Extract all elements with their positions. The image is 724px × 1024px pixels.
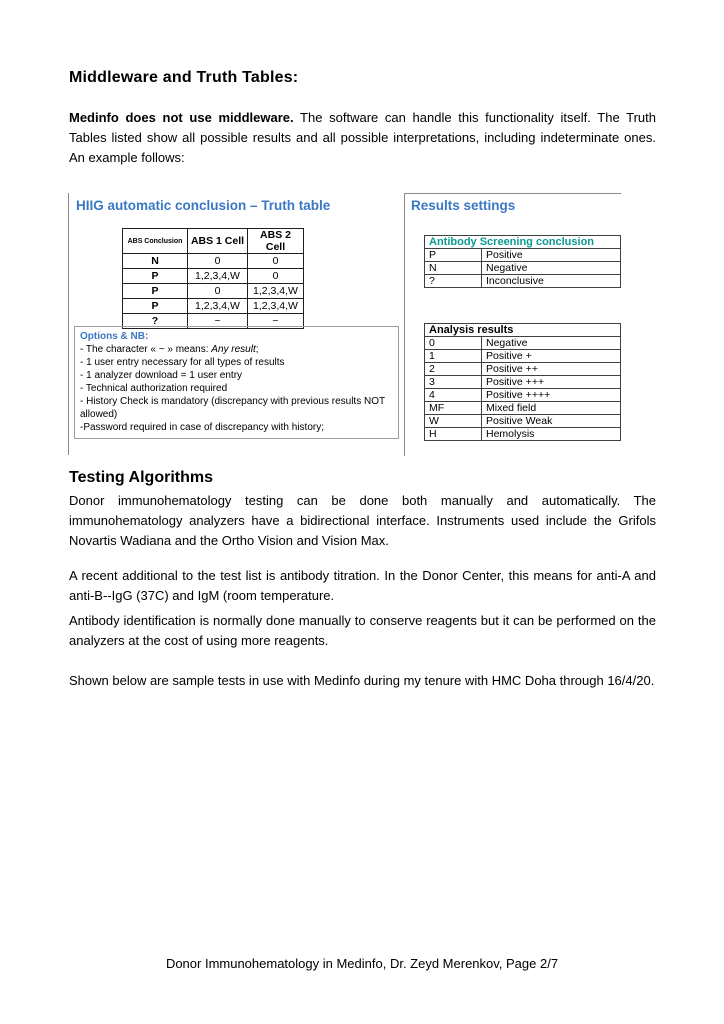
cell: MF (425, 402, 482, 415)
table-row (425, 275, 621, 288)
analysis-results-table (424, 323, 621, 441)
cell: H (425, 428, 482, 441)
paragraph: Antibody identification is normally done manually to conserve reagents but it can be performed on the analyzers at the cost of using more reagents. (69, 613, 656, 648)
table-row (123, 284, 304, 299)
table-row (425, 350, 621, 363)
cell: Mixed field (482, 402, 621, 415)
paragraph: A recent additional to the test list is antibody titration. In the Donor Center, this means for anti-A and anti-B--IgG (37C) and IgM (room temperature. (69, 568, 656, 603)
cell: 0 (248, 254, 304, 269)
table-header-row (425, 236, 621, 249)
cell: ~ (188, 314, 248, 329)
cell: 1,2,3,4,W (188, 299, 248, 314)
cell: P (123, 284, 188, 299)
cell: N (425, 262, 482, 275)
cell: 4 (425, 389, 482, 402)
page-footer: Donor Immunohematology in Medinfo, Dr. Zeyd Merenkov, Page 2/7 (165, 956, 559, 971)
options-line: - The character « ~ » means: Any result; (80, 344, 259, 355)
cell: 0 (188, 254, 248, 269)
paragraph: Shown below are sample tests in use with Medinfo during my tenure with HMC Doha through 16/4/20. (69, 673, 655, 688)
cell: 0 (248, 269, 304, 284)
cell: Positive ++++ (482, 389, 621, 402)
table-row (425, 363, 621, 376)
cell: ? (425, 275, 482, 288)
cell: Negative (482, 262, 621, 275)
options-title: Options & NB: (80, 331, 149, 342)
header-cell: Antibody Screening conclusion (425, 236, 621, 249)
table-row (425, 337, 621, 350)
cell: Positive ++ (482, 363, 621, 376)
cell: 1,2,3,4,W (248, 284, 304, 299)
options-line: - History Check is mandatory (discrepancy with previous results NOT allowed) (80, 396, 385, 420)
cell: P (123, 299, 188, 314)
table-row (425, 249, 621, 262)
cell: Positive (482, 249, 621, 262)
truth-panel-title: HIIG automatic conclusion – Truth table (76, 198, 331, 213)
table-row (123, 299, 304, 314)
table-row (425, 415, 621, 428)
cell: 1,2,3,4,W (248, 299, 304, 314)
table-row (123, 254, 304, 269)
cell: Negative (482, 337, 621, 350)
table-row (425, 428, 621, 441)
header-cell: ABS Conclusion (123, 229, 188, 254)
cell: 3 (425, 376, 482, 389)
cell: Positive Weak (482, 415, 621, 428)
header-cell: Analysis results (425, 324, 621, 337)
results-panel-title: Results settings (411, 198, 516, 213)
cell: Positive + (482, 350, 621, 363)
cell: P (425, 249, 482, 262)
page-title: Middleware and Truth Tables: (69, 69, 299, 86)
options-line: - Technical authorization required (80, 383, 228, 394)
cell: 1 (425, 350, 482, 363)
section-title-testing-algorithms: Testing Algorithms (69, 469, 213, 486)
truth-table (122, 228, 304, 329)
cell: 2 (425, 363, 482, 376)
options-line: - 1 analyzer download = 1 user entry (80, 370, 243, 381)
cell: N (123, 254, 188, 269)
table-row (123, 269, 304, 284)
options-note-box (74, 326, 399, 439)
italic-text: Any result (211, 344, 256, 355)
cell: W (425, 415, 482, 428)
table-row (425, 376, 621, 389)
cell: ? (123, 314, 188, 329)
cell: 0 (188, 284, 248, 299)
paragraph: Donor immunohematology testing can be done both manually and automatically. The immunohematology analyzers have a bidirectional interface. Instruments used include the Grifols Novartis Wadiana and the Ortho Vision and Vision Max. (69, 493, 656, 548)
options-line: - 1 user entry necessary for all types of results (80, 357, 285, 368)
table-header-row (425, 324, 621, 337)
cell: ~ (248, 314, 304, 329)
table-row (425, 262, 621, 275)
cell: Inconclusive (482, 275, 621, 288)
options-line: -Password required in case of discrepancy with history; (80, 422, 324, 433)
truth-panel-border (68, 193, 69, 455)
table-row (425, 389, 621, 402)
header-cell: ABS 2 Cell (248, 229, 304, 254)
intro-rest-text: The software can handle this functionality itself. The Truth Tables listed show all possible results and all possible interpretations, including indeterminate ones. An example follows: (69, 110, 656, 165)
header-cell: ABS 1 Cell (188, 229, 248, 254)
table-row (425, 402, 621, 415)
table-header-row (123, 229, 304, 254)
cell: P (123, 269, 188, 284)
screening-conclusion-table (424, 235, 621, 288)
cell: Positive +++ (482, 376, 621, 389)
intro-paragraph (69, 108, 656, 168)
cell: Hemolysis (482, 428, 621, 441)
cell: 0 (425, 337, 482, 350)
intro-bold-text: Medinfo does not use middleware. (69, 110, 294, 125)
cell: 1,2,3,4,W (188, 269, 248, 284)
